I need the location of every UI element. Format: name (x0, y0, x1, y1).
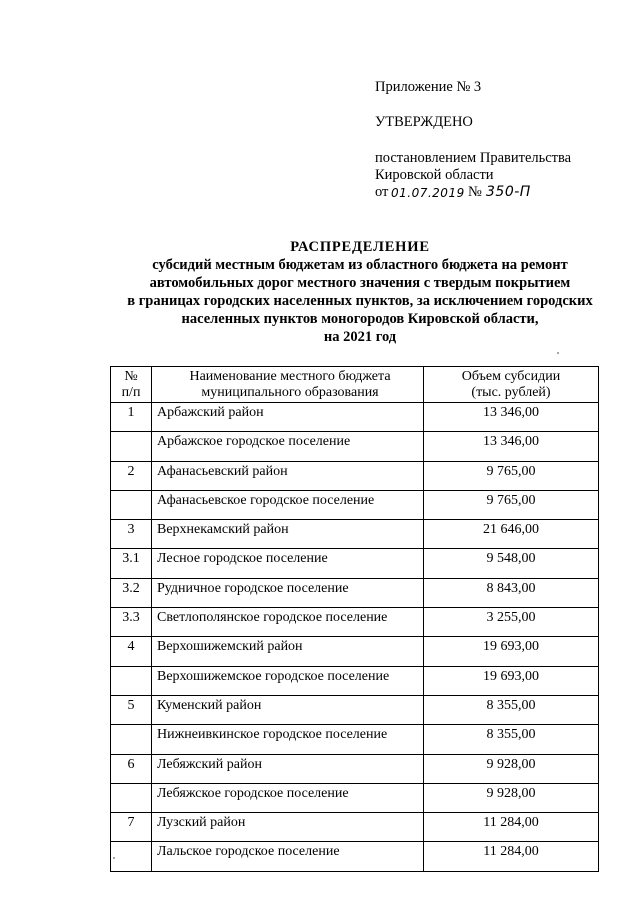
row-sum: 3 255,00 (424, 608, 599, 637)
row-name: Лесное городское поселение (152, 549, 424, 578)
heading-line-5: на 2021 год (323, 329, 397, 345)
row-name: Афанасьевское городское поселение (152, 490, 424, 519)
table-row (111, 461, 599, 490)
table-header-row (111, 367, 599, 403)
row-name: Куменский район (152, 695, 424, 724)
row-number: 2 (111, 461, 152, 490)
table-row (111, 666, 599, 695)
table-row (111, 754, 599, 783)
row-sum: 8 843,00 (424, 578, 599, 607)
row-name: Верхошижемский район (152, 637, 424, 666)
header-number (111, 367, 152, 403)
table-row (111, 578, 599, 607)
row-name: Верхошижемское городское поселение (152, 666, 424, 695)
table-row (111, 813, 599, 842)
row-sum: 9 928,00 (424, 783, 599, 812)
row-number: 7 (111, 813, 152, 842)
scan-dot (557, 352, 559, 354)
header-sum (424, 367, 599, 403)
row-number: 3 (111, 520, 152, 549)
row-sum: 9 928,00 (424, 754, 599, 783)
row-name: Арбажское городское поселение (152, 432, 424, 461)
decree-signature-line (375, 184, 571, 202)
header-number-line-2: п/п (121, 384, 141, 400)
row-number (111, 783, 152, 812)
row-name: Лебяжское городское поселение (152, 783, 424, 812)
header-name (152, 367, 424, 403)
row-sum: 9 765,00 (424, 490, 599, 519)
appendix-label: Приложение № 3 (375, 79, 482, 95)
row-name: Нижнеивкинское городское поселение (152, 725, 424, 754)
heading-line-2: автомобильных дорог местного значения с твердым покрытием (149, 275, 571, 291)
table-row (111, 549, 599, 578)
table-row (111, 432, 599, 461)
row-number: 5 (111, 695, 152, 724)
scan-dot (113, 857, 115, 859)
handwritten-date: 01.07.2019 (391, 186, 465, 200)
row-sum: 13 346,00 (424, 403, 599, 432)
from-label: от (375, 184, 389, 200)
row-number: 4 (111, 637, 152, 666)
row-name: Лебяжский район (152, 754, 424, 783)
table-row (111, 842, 599, 871)
row-number: 3.1 (111, 549, 152, 578)
row-number: 6 (111, 754, 152, 783)
row-name: Верхнекамский район (152, 520, 424, 549)
decree-line-1: постановлением Правительства (375, 150, 572, 166)
row-number (111, 666, 152, 695)
row-name: Лальское городское поселение (152, 842, 424, 871)
row-number (111, 725, 152, 754)
row-number: 1 (111, 403, 152, 432)
row-number (111, 490, 152, 519)
heading-line-3: в границах городских населенных пунктов, за исключением городских (127, 293, 593, 309)
row-sum: 11 284,00 (424, 813, 599, 842)
row-sum: 8 355,00 (424, 725, 599, 754)
row-sum: 9 548,00 (424, 549, 599, 578)
table-row (111, 725, 599, 754)
row-sum: 9 765,00 (424, 461, 599, 490)
row-number (111, 842, 152, 871)
heading-line-1: субсидий местным бюджетам из областного бюджета на ремонт (152, 257, 568, 273)
row-sum: 19 693,00 (424, 637, 599, 666)
header-sum-line-1: Объем субсидии (461, 368, 561, 384)
table-row (111, 783, 599, 812)
row-name: Лузский район (152, 813, 424, 842)
header-name-line-2: муниципального образования (201, 384, 379, 400)
table-row (111, 403, 599, 432)
row-sum: 8 355,00 (424, 695, 599, 724)
table-row (111, 490, 599, 519)
decree-block (375, 150, 571, 202)
row-name: Афанасьевский район (152, 461, 424, 490)
row-number: 3.2 (111, 578, 152, 607)
row-number: 3.3 (111, 608, 152, 637)
row-name: Светлополянское городское поселение (152, 608, 424, 637)
heading-title: РАСПРЕДЕЛЕНИЕ (290, 239, 430, 255)
table-body (111, 403, 599, 872)
handwritten-number: 350-П (486, 184, 531, 200)
row-name: Рудничное городское поселение (152, 578, 424, 607)
table-row (111, 608, 599, 637)
document-heading (90, 238, 630, 346)
approved-label: УТВЕРЖДЕНО (375, 114, 473, 130)
row-sum: 13 346,00 (424, 432, 599, 461)
row-sum: 21 646,00 (424, 520, 599, 549)
row-sum: 19 693,00 (424, 666, 599, 695)
decree-line-2: Кировской области (375, 167, 494, 183)
row-sum: 11 284,00 (424, 842, 599, 871)
row-number (111, 432, 152, 461)
header-sum-line-2: (тыс. рублей) (471, 384, 551, 400)
number-label: № (468, 184, 482, 200)
row-name: Арбажский район (152, 403, 424, 432)
table-row (111, 520, 599, 549)
distribution-table (110, 366, 599, 872)
heading-line-4: населенных пунктов моногородов Кировской области, (181, 311, 539, 327)
table-row (111, 695, 599, 724)
table-row (111, 637, 599, 666)
header-number-line-1: № (124, 368, 138, 384)
header-name-line-1: Наименование местного бюджета (189, 368, 391, 384)
